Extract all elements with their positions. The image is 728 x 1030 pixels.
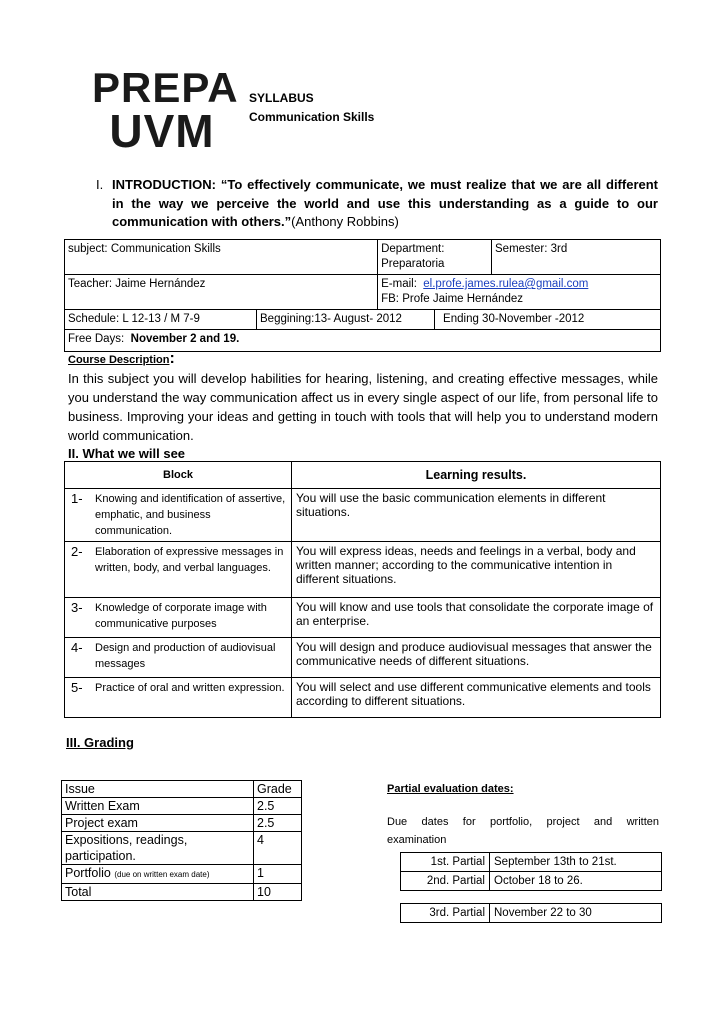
- block-number: 4-: [71, 640, 83, 655]
- block-number: 1-: [71, 491, 83, 506]
- partials-table: [400, 852, 662, 923]
- syllabus-title: [249, 89, 374, 127]
- result-cell: You will design and produce audiovisual messages that answer the communicative needs of different situations.: [292, 638, 661, 678]
- course-description-colon: :: [169, 350, 175, 367]
- spacer-row: [401, 891, 662, 904]
- issue-cell: Project exam: [62, 815, 254, 832]
- issue-header: Issue: [62, 781, 254, 798]
- grade-cell: 2.5: [254, 798, 302, 815]
- portfolio-note: (due on written exam date): [114, 870, 210, 879]
- intro-author: (Anthony Robbins): [291, 214, 399, 229]
- result-cell: You will use the basic communication elements in different situations.: [292, 489, 661, 542]
- result-cell: You will know and use tools that consolidate the corporate image of an enterprise.: [292, 598, 661, 638]
- block-header: Block: [65, 462, 292, 489]
- intro-number: I.: [96, 177, 104, 192]
- fb-text: FB: Profe Jaime Hernández: [381, 293, 524, 305]
- blocks-table: [64, 461, 661, 718]
- grade-cell: 4: [254, 832, 302, 865]
- issue-cell: Expositions, readings, participation.: [62, 832, 254, 865]
- free-days-cell: [65, 330, 661, 352]
- grade-header: Grade: [254, 781, 302, 798]
- course-name: Communication Skills: [249, 110, 375, 124]
- block-cell: [65, 542, 292, 598]
- grading-table: [61, 780, 302, 901]
- block-cell: [65, 489, 292, 542]
- issue-cell: [62, 865, 254, 884]
- introduction: [96, 176, 658, 232]
- course-description-text: In this subject you will develop habilities for hearing, listening, and creating effective messages, while you understand the way communication affect us in every single aspect of our life, from personal life to business. Improving your ideas and getting in touch with tools that will help you to understand modern world communication.: [68, 371, 658, 443]
- logo-line-2: UVM: [109, 105, 215, 157]
- partial-name: 1st. Partial: [401, 853, 490, 872]
- doc-type: SYLLABUS: [249, 91, 314, 105]
- semester-cell: Semester: 3rd: [492, 240, 661, 275]
- ending-cell: Ending 30-November -2012: [435, 310, 661, 330]
- result-cell: You will express ideas, needs and feelings in a verbal, body and written manner; according to the communicative intention in different situations.: [292, 542, 661, 598]
- free-days-value: November 2 and 19.: [130, 333, 240, 345]
- total-grade: 10: [254, 884, 302, 901]
- beginning-cell: Beggining:13- August- 2012: [257, 310, 435, 330]
- due-dates-line-2: examination: [387, 834, 447, 846]
- partial-name: 3rd. Partial: [401, 904, 490, 923]
- intro-quote: INTRODUCTION: “To effectively communicate, we must realize that we are all different in the way we perceive the world and use this understanding as a guide to our communication with others.”: [112, 177, 658, 229]
- partial-dates: September 13th to 21st.: [490, 853, 662, 872]
- block-cell: [65, 598, 292, 638]
- grade-cell: 2.5: [254, 815, 302, 832]
- block-text: Knowing and identification of assertive, emphatic, and business communication.: [95, 493, 286, 537]
- email-link[interactable]: el.profe.james.rulea@gmail.com: [423, 278, 589, 290]
- issue-cell: Written Exam: [62, 798, 254, 815]
- block-text: Knowledge of corporate image with communicative purposes: [95, 602, 267, 630]
- email-label: E-mail:: [381, 278, 417, 290]
- section-grading: III. Grading: [66, 735, 134, 750]
- schedule-cell: Schedule: L 12-13 / M 7-9: [65, 310, 257, 330]
- block-text: Elaboration of expressive messages in written, body, and verbal languages.: [95, 546, 284, 574]
- subject-cell: subject: Communication Skills: [65, 240, 378, 275]
- portfolio-label: Portfolio: [65, 866, 111, 880]
- total-label: Total: [62, 884, 254, 901]
- section-what-we-will-see: II. What we will see: [68, 446, 186, 461]
- course-description: [68, 350, 658, 445]
- department-cell: Department: Preparatoria: [378, 240, 492, 275]
- grade-cell: 1: [254, 865, 302, 884]
- due-dates-line-1: Due dates for portfolio, project and written: [387, 816, 659, 828]
- block-number: 5-: [71, 680, 83, 695]
- contact-cell: [378, 275, 661, 310]
- block-cell: [65, 678, 292, 718]
- block-text: Design and production of audiovisual messages: [95, 642, 276, 670]
- partial-dates: November 22 to 30: [490, 904, 662, 923]
- logo-line-1: PREPA: [92, 64, 239, 111]
- partial-dates: October 18 to 26.: [490, 872, 662, 891]
- partial-name: 2nd. Partial: [401, 872, 490, 891]
- teacher-cell: Teacher: Jaime Hernández: [65, 275, 378, 310]
- block-cell: [65, 638, 292, 678]
- course-info-table: [64, 239, 661, 352]
- prepa-uvm-logo: [92, 60, 239, 157]
- block-text: Practice of oral and written expression.: [95, 682, 285, 694]
- learning-results-header: Learning results.: [292, 462, 661, 489]
- partial-dates-heading: Partial evaluation dates:: [387, 783, 514, 795]
- block-number: 3-: [71, 600, 83, 615]
- free-days-label: Free Days:: [68, 333, 125, 345]
- block-number: 2-: [71, 544, 83, 559]
- course-description-label: Course Description: [68, 354, 170, 366]
- result-cell: You will select and use different communicative elements and tools according to different situations.: [292, 678, 661, 718]
